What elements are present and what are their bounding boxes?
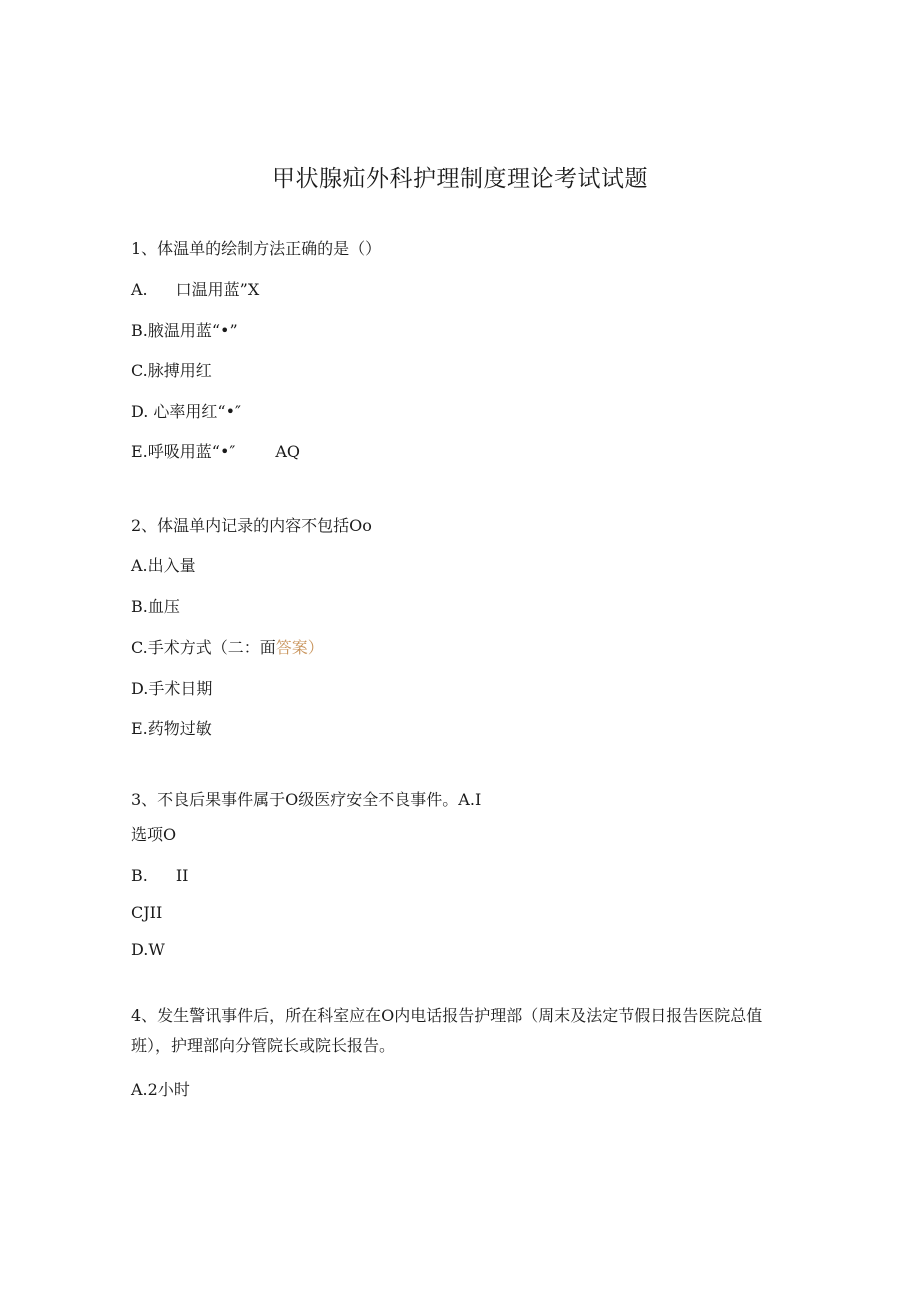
question-1-option-d: D. 心率用红“•″ — [131, 402, 242, 421]
question-3-line-2: 选项O — [131, 825, 177, 844]
page-title: 甲状腺疝外科护理制度理论考试试题 — [272, 166, 648, 192]
option-b-text: II — [175, 866, 189, 885]
question-3-option-d: D.W — [131, 940, 165, 959]
option-b-prefix: B. — [131, 866, 148, 885]
question-4-option-a: A.2小时 — [131, 1080, 190, 1099]
option-e-text: E.呼吸用蓝“•″ — [131, 442, 236, 461]
option-e-tail: AQ — [275, 442, 301, 461]
question-2-option-e: E.药物过敏 — [131, 719, 212, 738]
question-2-option-c — [131, 634, 324, 662]
question-4-stem: 4、发生警讯事件后，所在科室应在O内电话报告护理部（周末及法定节假日报告医院总值班），护理部向分管院长或院长报告。 — [131, 1006, 763, 1055]
question-2-option-d: D.手术日期 — [131, 679, 213, 698]
question-1-option-c: C.脉搏用红 — [131, 361, 212, 380]
question-1-option-b: B.腋温用蓝“•” — [131, 321, 238, 340]
option-c-accent: 答案） — [275, 638, 324, 657]
question-2-stem: 2、体温单内记录的内容不包括Oo — [131, 516, 372, 535]
option-a-prefix: A. — [131, 280, 148, 299]
option-a-text: 口温用蓝”X — [175, 280, 260, 299]
question-2-option-a: A.出入量 — [131, 556, 196, 575]
option-c-text: C.手术方式（二：面 — [131, 638, 276, 657]
question-1-option-e — [131, 438, 300, 466]
question-2-option-b: B.血压 — [131, 597, 180, 616]
question-3-option-c: CJII — [131, 903, 163, 922]
question-1-option-a — [131, 276, 259, 304]
question-1-stem: 1、体温单的绘制方法正确的是（） — [131, 239, 382, 258]
question-3-option-b — [131, 862, 188, 890]
question-3-stem: 3、不良后果事件属于O级医疗安全不良事件。A.I — [131, 790, 482, 809]
